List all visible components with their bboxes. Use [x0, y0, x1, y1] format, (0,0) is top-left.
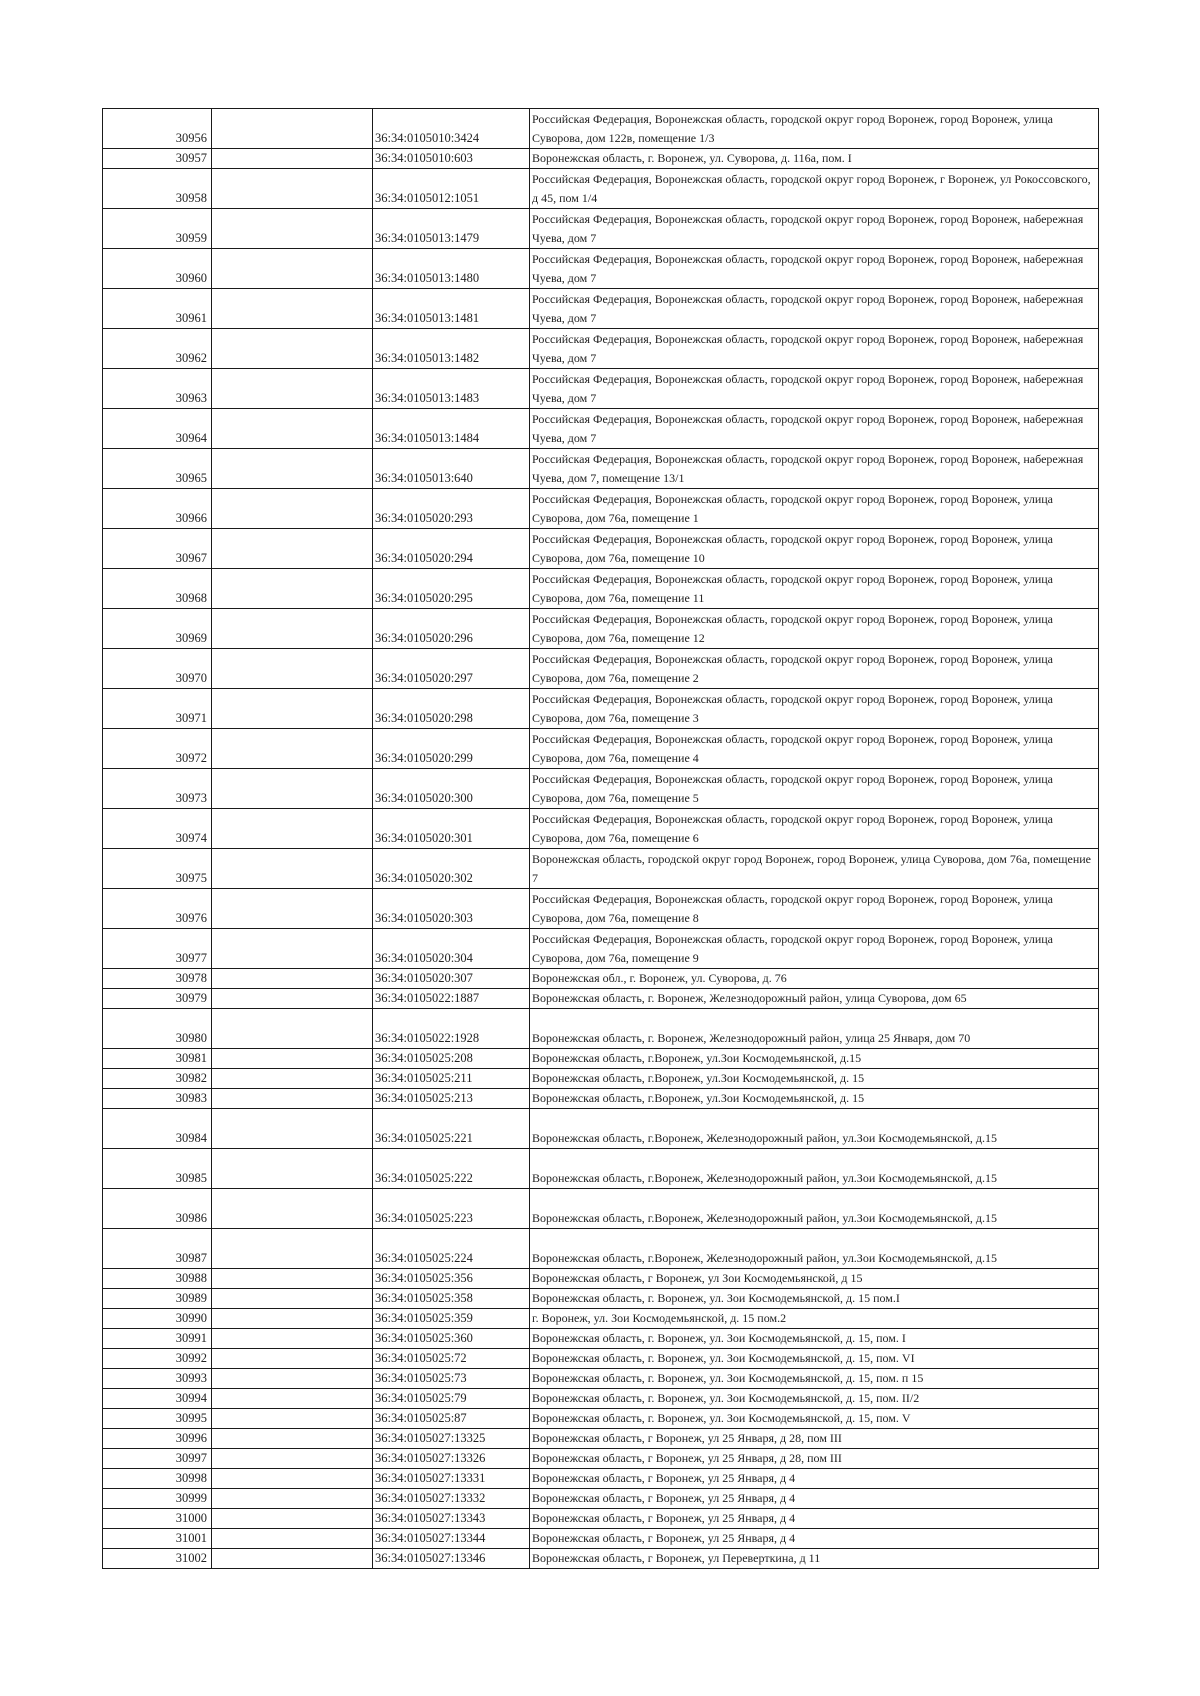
table-row: [103, 1549, 1099, 1569]
address-cell: Воронежская область, г. Воронеж, ул. Зои Космодемьянской, д. 15, пом. V: [530, 1409, 1099, 1429]
cadastral-number-cell: 36:34:0105020:304: [373, 929, 530, 969]
table-row: [103, 1469, 1099, 1489]
row-number-cell: 30977: [103, 929, 212, 969]
cadastral-number-cell: 36:34:0105025:73: [373, 1369, 530, 1389]
address-cell: Воронежская область, г Воронеж, ул 25 Января, д 28, пом III: [530, 1429, 1099, 1449]
table-row: [103, 1329, 1099, 1349]
empty-cell: [212, 1449, 373, 1469]
empty-cell: [212, 1009, 373, 1049]
row-number-cell: 30974: [103, 809, 212, 849]
table-row: [103, 1089, 1099, 1109]
address-cell: Российская Федерация, Воронежская область, городской округ город Воронеж, город Воронеж, улица Суворова, дом 76а, помещение 11: [530, 569, 1099, 609]
address-cell: Воронежская область, г Воронеж, ул Зои Космодемьянской, д 15: [530, 1269, 1099, 1289]
empty-cell: [212, 1349, 373, 1369]
cadastral-number-cell: 36:34:0105020:303: [373, 889, 530, 929]
address-cell: Российская Федерация, Воронежская область, городской округ город Воронеж, город Воронеж, улица Суворова, дом 122в, помещение 1/3: [530, 109, 1099, 149]
row-number-cell: 30987: [103, 1229, 212, 1269]
cadastral-number-cell: 36:34:0105025:358: [373, 1289, 530, 1309]
cadastral-number-cell: 36:34:0105025:72: [373, 1349, 530, 1369]
empty-cell: [212, 1329, 373, 1349]
cadastral-number-cell: 36:34:0105012:1051: [373, 169, 530, 209]
table-row: [103, 489, 1099, 529]
cadastral-number-cell: 36:34:0105027:13326: [373, 1449, 530, 1469]
empty-cell: [212, 1289, 373, 1309]
table-row: [103, 1309, 1099, 1329]
address-cell: Российская Федерация, Воронежская область, городской округ город Воронеж, город Воронеж, улица Суворова, дом 76а, помещение 9: [530, 929, 1099, 969]
cadastral-number-cell: 36:34:0105020:296: [373, 609, 530, 649]
table-row: [103, 809, 1099, 849]
cadastral-number-cell: 36:34:0105020:307: [373, 969, 530, 989]
cadastral-number-cell: 36:34:0105025:79: [373, 1389, 530, 1409]
empty-cell: [212, 689, 373, 729]
row-number-cell: 30990: [103, 1309, 212, 1329]
row-number-cell: 31000: [103, 1509, 212, 1529]
address-cell: Российская Федерация, Воронежская область, городской округ город Воронеж, город Воронеж, набережная Чуева, дом 7: [530, 369, 1099, 409]
address-cell: Российская Федерация, Воронежская область, городской округ город Воронеж, город Воронеж, набережная Чуева, дом 7: [530, 249, 1099, 289]
table-row: [103, 249, 1099, 289]
empty-cell: [212, 489, 373, 529]
table-row: [103, 1229, 1099, 1269]
address-cell: Воронежская область, г. Воронеж, ул. Суворова, д. 116а, пом. I: [530, 149, 1099, 169]
table-row: [103, 989, 1099, 1009]
empty-cell: [212, 329, 373, 369]
row-number-cell: 30960: [103, 249, 212, 289]
row-number-cell: 30958: [103, 169, 212, 209]
row-number-cell: 30995: [103, 1409, 212, 1429]
empty-cell: [212, 809, 373, 849]
empty-cell: [212, 929, 373, 969]
row-number-cell: 30982: [103, 1069, 212, 1089]
row-number-cell: 30966: [103, 489, 212, 529]
empty-cell: [212, 569, 373, 609]
empty-cell: [212, 969, 373, 989]
empty-cell: [212, 1509, 373, 1529]
empty-cell: [212, 649, 373, 689]
row-number-cell: 30998: [103, 1469, 212, 1489]
address-cell: Воронежская область, г.Воронеж, Железнодорожный район, ул.Зои Космодемьянской, д.15: [530, 1229, 1099, 1269]
empty-cell: [212, 249, 373, 289]
row-number-cell: 30988: [103, 1269, 212, 1289]
cadastral-number-cell: 36:34:0105020:294: [373, 529, 530, 569]
row-number-cell: 30976: [103, 889, 212, 929]
empty-cell: [212, 1549, 373, 1569]
address-cell: Воронежская область, г Воронеж, ул 25 Января, д 28, пом III: [530, 1449, 1099, 1469]
row-number-cell: 30972: [103, 729, 212, 769]
cadastral-number-cell: 36:34:0105013:1479: [373, 209, 530, 249]
address-cell: Российская Федерация, Воронежская область, городской округ город Воронеж, город Воронеж, улица Суворова, дом 76а, помещение 10: [530, 529, 1099, 569]
row-number-cell: 30968: [103, 569, 212, 609]
address-cell: Воронежская область, г Воронеж, ул 25 Января, д 4: [530, 1509, 1099, 1529]
table-row: [103, 409, 1099, 449]
cadastral-number-cell: 36:34:0105013:1480: [373, 249, 530, 289]
address-cell: Воронежская область, г. Воронеж, Железнодорожный район, улица 25 Января, дом 70: [530, 1009, 1099, 1049]
cadastral-number-cell: 36:34:0105010:3424: [373, 109, 530, 149]
table-row: [103, 149, 1099, 169]
row-number-cell: 30962: [103, 329, 212, 369]
table-row: [103, 1349, 1099, 1369]
table-row: [103, 1009, 1099, 1049]
table-row: [103, 1049, 1099, 1069]
address-cell: Российская Федерация, Воронежская область, городской округ город Воронеж, город Воронеж, улица Суворова, дом 76а, помещение 5: [530, 769, 1099, 809]
cadastral-number-cell: 36:34:0105027:13343: [373, 1509, 530, 1529]
row-number-cell: 30975: [103, 849, 212, 889]
empty-cell: [212, 1469, 373, 1489]
table-row: [103, 689, 1099, 729]
cadastral-number-cell: 36:34:0105020:295: [373, 569, 530, 609]
table-row: [103, 1109, 1099, 1149]
row-number-cell: 30978: [103, 969, 212, 989]
table-row: [103, 649, 1099, 689]
cadastral-number-cell: 36:34:0105010:603: [373, 149, 530, 169]
empty-cell: [212, 1229, 373, 1269]
row-number-cell: 30999: [103, 1489, 212, 1509]
row-number-cell: 30971: [103, 689, 212, 729]
address-cell: Российская Федерация, Воронежская область, городской округ город Воронеж, город Воронеж, улица Суворова, дом 76а, помещение 1: [530, 489, 1099, 529]
empty-cell: [212, 1149, 373, 1189]
cadastral-number-cell: 36:34:0105025:87: [373, 1409, 530, 1429]
cadastral-number-cell: 36:34:0105022:1887: [373, 989, 530, 1009]
cadastral-number-cell: 36:34:0105020:300: [373, 769, 530, 809]
address-cell: Воронежская обл., г. Воронеж, ул. Суворова, д. 76: [530, 969, 1099, 989]
address-cell: г. Воронеж, ул. Зои Космодемьянской, д. 15 пом.2: [530, 1309, 1099, 1329]
empty-cell: [212, 1389, 373, 1409]
table-row: [103, 1269, 1099, 1289]
table-row: [103, 1489, 1099, 1509]
cadastral-number-cell: 36:34:0105020:298: [373, 689, 530, 729]
row-number-cell: 30985: [103, 1149, 212, 1189]
row-number-cell: 30957: [103, 149, 212, 169]
row-number-cell: 30986: [103, 1189, 212, 1229]
table-body: [103, 109, 1099, 1569]
cadastral-number-cell: 36:34:0105027:13344: [373, 1529, 530, 1549]
cadastral-number-cell: 36:34:0105020:293: [373, 489, 530, 529]
row-number-cell: 30963: [103, 369, 212, 409]
row-number-cell: 30992: [103, 1349, 212, 1369]
empty-cell: [212, 209, 373, 249]
cadastral-number-cell: 36:34:0105022:1928: [373, 1009, 530, 1049]
row-number-cell: 30991: [103, 1329, 212, 1349]
row-number-cell: 30989: [103, 1289, 212, 1309]
empty-cell: [212, 1189, 373, 1229]
address-cell: Воронежская область, г Воронеж, ул 25 Января, д 4: [530, 1469, 1099, 1489]
table-row: [103, 369, 1099, 409]
empty-cell: [212, 769, 373, 809]
table-row: [103, 609, 1099, 649]
row-number-cell: 31002: [103, 1549, 212, 1569]
row-number-cell: 30961: [103, 289, 212, 329]
address-cell: Воронежская область, г.Воронеж, Железнодорожный район, ул.Зои Космодемьянской, д.15: [530, 1109, 1099, 1149]
table-row: [103, 1149, 1099, 1189]
empty-cell: [212, 529, 373, 569]
cadastral-number-cell: 36:34:0105013:1481: [373, 289, 530, 329]
address-cell: Воронежская область, г.Воронеж, Железнодорожный район, ул.Зои Космодемьянской, д.15: [530, 1149, 1099, 1189]
cadastral-number-cell: 36:34:0105013:1482: [373, 329, 530, 369]
table-row: [103, 169, 1099, 209]
cadastral-number-cell: 36:34:0105025:222: [373, 1149, 530, 1189]
cadastral-number-cell: 36:34:0105025:224: [373, 1229, 530, 1269]
table-row: [103, 209, 1099, 249]
empty-cell: [212, 1269, 373, 1289]
empty-cell: [212, 409, 373, 449]
row-number-cell: 30983: [103, 1089, 212, 1109]
cadastral-number-cell: 36:34:0105013:1484: [373, 409, 530, 449]
cadastral-number-cell: 36:34:0105027:13346: [373, 1549, 530, 1569]
address-cell: Российская Федерация, Воронежская область, городской округ город Воронеж, город Воронеж, набережная Чуева, дом 7: [530, 289, 1099, 329]
table-row: [103, 1449, 1099, 1469]
empty-cell: [212, 109, 373, 149]
table-row: [103, 889, 1099, 929]
row-number-cell: 31001: [103, 1529, 212, 1549]
address-cell: Воронежская область, г.Воронеж, ул.Зои Космодемьянской, д. 15: [530, 1069, 1099, 1089]
table-row: [103, 849, 1099, 889]
address-cell: Российская Федерация, Воронежская область, городской округ город Воронеж, город Воронеж, набережная Чуева, дом 7: [530, 409, 1099, 449]
address-cell: Воронежская область, г.Воронеж, ул.Зои Космодемьянской, д.15: [530, 1049, 1099, 1069]
table-row: [103, 1509, 1099, 1529]
table-row: [103, 329, 1099, 369]
row-number-cell: 30956: [103, 109, 212, 149]
empty-cell: [212, 1489, 373, 1509]
row-number-cell: 30967: [103, 529, 212, 569]
cadastral-number-cell: 36:34:0105020:297: [373, 649, 530, 689]
empty-cell: [212, 1429, 373, 1449]
address-cell: Российская Федерация, Воронежская область, городской округ город Воронеж, город Воронеж, улица Суворова, дом 76а, помещение 3: [530, 689, 1099, 729]
row-number-cell: 30981: [103, 1049, 212, 1069]
table-row: [103, 929, 1099, 969]
empty-cell: [212, 1369, 373, 1389]
cadastral-number-cell: 36:34:0105027:13331: [373, 1469, 530, 1489]
address-cell: Воронежская область, г. Воронеж, ул. Зои Космодемьянской, д. 15, пом. VI: [530, 1349, 1099, 1369]
table-row: [103, 449, 1099, 489]
empty-cell: [212, 1089, 373, 1109]
table-row: [103, 1289, 1099, 1309]
address-cell: Российская Федерация, Воронежская область, городской округ город Воронеж, город Воронеж, набережная Чуева, дом 7: [530, 209, 1099, 249]
address-cell: Воронежская область, г.Воронеж, Железнодорожный район, ул.Зои Космодемьянской, д.15: [530, 1189, 1099, 1229]
table-row: [103, 1369, 1099, 1389]
empty-cell: [212, 1049, 373, 1069]
empty-cell: [212, 369, 373, 409]
cadastral-number-cell: 36:34:0105020:302: [373, 849, 530, 889]
table-row: [103, 1529, 1099, 1549]
table-row: [103, 109, 1099, 149]
address-cell: Воронежская область, г Воронеж, ул Переверткина, д 11: [530, 1549, 1099, 1569]
empty-cell: [212, 169, 373, 209]
empty-cell: [212, 1069, 373, 1089]
row-number-cell: 30980: [103, 1009, 212, 1049]
row-number-cell: 30965: [103, 449, 212, 489]
empty-cell: [212, 889, 373, 929]
address-cell: Воронежская область, г Воронеж, ул 25 Января, д 4: [530, 1529, 1099, 1549]
table-row: [103, 1429, 1099, 1449]
table-row: [103, 769, 1099, 809]
row-number-cell: 30973: [103, 769, 212, 809]
address-cell: Российская Федерация, Воронежская область, городской округ город Воронеж, г Воронеж, ул Рокоссовского, д 45, пом 1/4: [530, 169, 1099, 209]
property-table: [102, 108, 1099, 1569]
address-cell: Воронежская область, городской округ город Воронеж, город Воронеж, улица Суворова, дом 76а, помещение 7: [530, 849, 1099, 889]
empty-cell: [212, 1529, 373, 1549]
table-row: [103, 289, 1099, 329]
cadastral-number-cell: 36:34:0105020:299: [373, 729, 530, 769]
empty-cell: [212, 729, 373, 769]
cadastral-number-cell: 36:34:0105025:221: [373, 1109, 530, 1149]
cadastral-number-cell: 36:34:0105025:223: [373, 1189, 530, 1229]
cadastral-number-cell: 36:34:0105020:301: [373, 809, 530, 849]
address-cell: Российская Федерация, Воронежская область, городской округ город Воронеж, город Воронеж, улица Суворова, дом 76а, помещение 8: [530, 889, 1099, 929]
address-cell: Российская Федерация, Воронежская область, городской округ город Воронеж, город Воронеж, улица Суворова, дом 76а, помещение 6: [530, 809, 1099, 849]
cadastral-number-cell: 36:34:0105025:208: [373, 1049, 530, 1069]
row-number-cell: 30970: [103, 649, 212, 689]
address-cell: Воронежская область, г. Воронеж, ул. Зои Космодемьянской, д. 15, пом. II/2: [530, 1389, 1099, 1409]
row-number-cell: 30997: [103, 1449, 212, 1469]
table-row: [103, 1389, 1099, 1409]
table-row: [103, 529, 1099, 569]
empty-cell: [212, 849, 373, 889]
row-number-cell: 30996: [103, 1429, 212, 1449]
cadastral-number-cell: 36:34:0105013:640: [373, 449, 530, 489]
address-cell: Российская Федерация, Воронежская область, городской округ город Воронеж, город Воронеж, улица Суворова, дом 76а, помещение 2: [530, 649, 1099, 689]
table-row: [103, 569, 1099, 609]
cadastral-number-cell: 36:34:0105025:356: [373, 1269, 530, 1289]
cadastral-number-cell: 36:34:0105027:13325: [373, 1429, 530, 1449]
address-cell: Воронежская область, г. Воронеж, ул. Зои Космодемьянской, д. 15, пом. I: [530, 1329, 1099, 1349]
cadastral-number-cell: 36:34:0105027:13332: [373, 1489, 530, 1509]
empty-cell: [212, 1309, 373, 1329]
empty-cell: [212, 1109, 373, 1149]
row-number-cell: 30979: [103, 989, 212, 1009]
cadastral-number-cell: 36:34:0105013:1483: [373, 369, 530, 409]
address-cell: Воронежская область, г. Воронеж, ул. Зои Космодемьянской, д. 15 пом.I: [530, 1289, 1099, 1309]
empty-cell: [212, 149, 373, 169]
table-row: [103, 1189, 1099, 1229]
row-number-cell: 30993: [103, 1369, 212, 1389]
row-number-cell: 30964: [103, 409, 212, 449]
row-number-cell: 30994: [103, 1389, 212, 1409]
address-cell: Воронежская область, г. Воронеж, ул. Зои Космодемьянской, д. 15, пом. п 15: [530, 1369, 1099, 1389]
address-cell: Воронежская область, г Воронеж, ул 25 Января, д 4: [530, 1489, 1099, 1509]
row-number-cell: 30959: [103, 209, 212, 249]
cadastral-number-cell: 36:34:0105025:211: [373, 1069, 530, 1089]
empty-cell: [212, 1409, 373, 1429]
cadastral-number-cell: 36:34:0105025:360: [373, 1329, 530, 1349]
row-number-cell: 30969: [103, 609, 212, 649]
address-cell: Российская Федерация, Воронежская область, городской округ город Воронеж, город Воронеж, набережная Чуева, дом 7: [530, 329, 1099, 369]
cadastral-number-cell: 36:34:0105025:359: [373, 1309, 530, 1329]
row-number-cell: 30984: [103, 1109, 212, 1149]
address-cell: Воронежская область, г.Воронеж, ул.Зои Космодемьянской, д. 15: [530, 1089, 1099, 1109]
address-cell: Воронежская область, г. Воронеж, Железнодорожный район, улица Суворова, дом 65: [530, 989, 1099, 1009]
address-cell: Российская Федерация, Воронежская область, городской округ город Воронеж, город Воронеж, улица Суворова, дом 76а, помещение 12: [530, 609, 1099, 649]
address-cell: Российская Федерация, Воронежская область, городской округ город Воронеж, город Воронеж, улица Суворова, дом 76а, помещение 4: [530, 729, 1099, 769]
empty-cell: [212, 989, 373, 1009]
table-row: [103, 969, 1099, 989]
cadastral-number-cell: 36:34:0105025:213: [373, 1089, 530, 1109]
empty-cell: [212, 289, 373, 329]
table-row: [103, 729, 1099, 769]
table-row: [103, 1409, 1099, 1429]
empty-cell: [212, 449, 373, 489]
address-cell: Российская Федерация, Воронежская область, городской округ город Воронеж, город Воронеж, набережная Чуева, дом 7, помещение 13/1: [530, 449, 1099, 489]
empty-cell: [212, 609, 373, 649]
table-row: [103, 1069, 1099, 1089]
